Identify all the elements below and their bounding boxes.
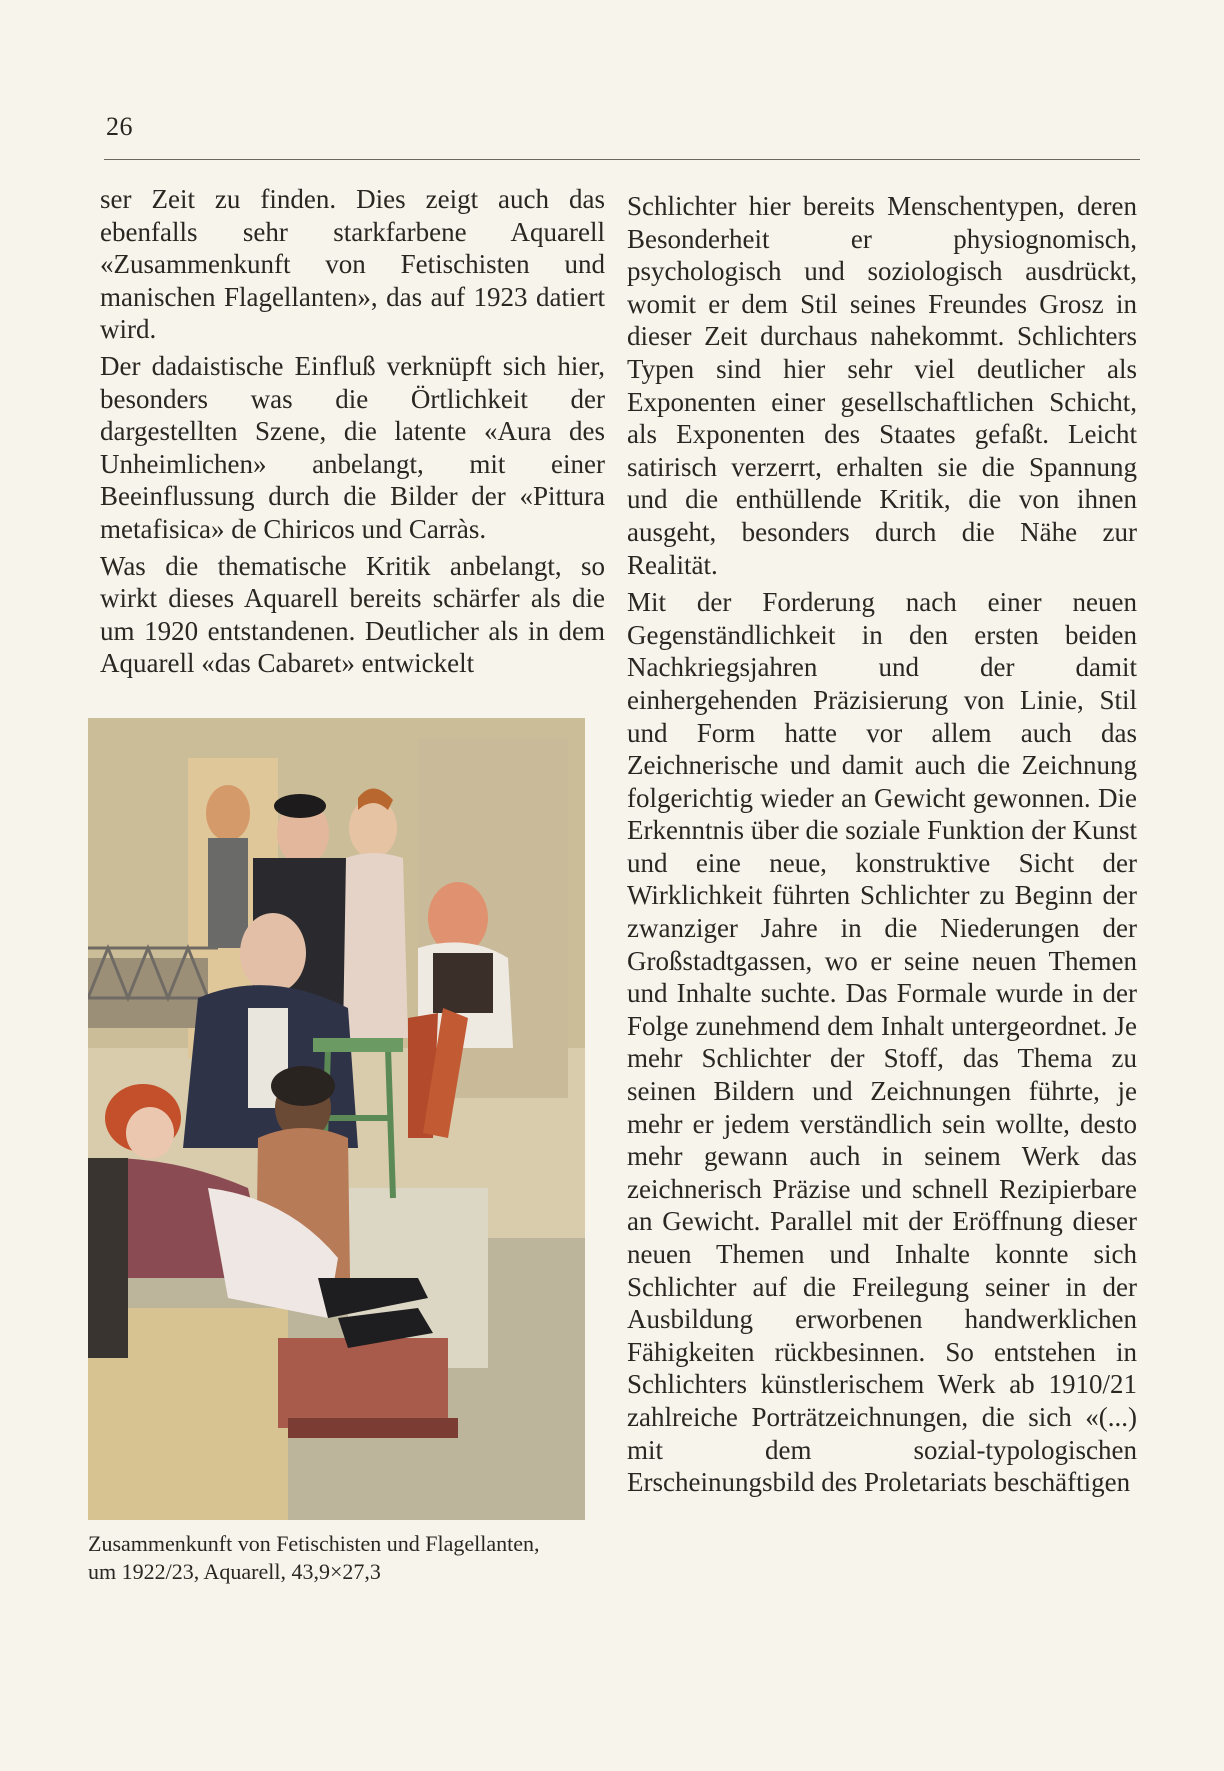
watercolor-painting-drawing [88,718,585,1520]
left-paragraph-3: Was die thematische Kritik anbelangt, so wirkt dieses Aquarell bereits schärfer als die um 1920 entstandenen. Deutlicher als in dem Aquarell «das Cabaret» entwickelt [100,550,605,679]
right-text-column [627,190,1137,1504]
left-paragraph-2: Der dadaistische Einfluß verknüpft sich hier, besonders was die Örtlichkeit der dargestellten Szene, die latente «Aura des Unheimlichen» anbelangt, mit einer Beeinflussung durch die Bilder der «Pittura metafisica» de Chiricos und Carràs. [100,350,605,544]
right-paragraph-2: Mit der Forderung nach einer neuen Gegenständlichkeit in den ersten beiden Nachkriegsjahren und der damit einhergehenden Präzisierung von Linie, Stil und Form hatte vor allem auch das Zeichnerische und damit auch die Zeichnung folgerichtig wieder an Gewicht gewonnen. Die Erkenntnis über die soziale Funktion der Kunst und eine neue, konstruktive Sicht der Wirklichkeit führten Schlichter zu Beginn der zwanziger Jahre in die Niederungen der Großstadtgassen, wo er seine neuen Themen und Inhalte suchte. Das Formale wurde in der Folge zunehmend dem Inhalt untergeordnet. Je mehr Schlichter der Stoff, das Thema zu seinen Bildern und Zeichnungen führte, je mehr er jedem verständlich sein wollte, desto mehr gewann auch in seinem Werk das zeichnerisch Präzise und schnell Rezipierbare an Gewicht. Parallel mit der Eröffnung dieser neuen Themen und Inhalte konnte sich Schlichter auf die Freilegung seiner in der Ausbildung erworbenen handwerklichen Fähigkeiten rückbesinnen. So entstehen in Schlichters künstlerischem Werk ab 1910/21 zahlreiche Porträtzeichnungen, die sich «(...) mit dem sozial-typologischen Erscheinungsbild des Proletariats beschäftigen [627,587,1137,1498]
right-paragraph-1: Schlichter hier bereits Menschentypen, deren Besonderheit er physiognomisch, psychologisch und soziologisch ausdrückt, womit er dem Stil seines Freundes Grosz in dieser Zeit durchaus nahekommt. Schlichters Typen sind hier sehr viel deutlicher als Exponenten einer gesellschaftlichen Schicht, als Exponenten des Staates gefaßt. Leicht satirisch verzerrt, erhalten sie die Spannung und die enthüllende Kritik, die von ihnen ausgeht, besonders durch die Nähe zur Realität. [627,191,1137,580]
left-paragraph-1: ser Zeit zu finden. Dies zeigt auch das ebenfalls sehr starkfarbene Aquarell «Zusammenkunft von Fetischisten und manischen Flagellanten», das auf 1923 datiert wird. [100,184,605,345]
left-text-column [100,183,605,684]
header-rule [104,159,1140,160]
caption-line-1: Zusammenkunft von Fetischisten und Flagellanten, [88,1531,540,1556]
figure-caption [88,1530,608,1586]
caption-line-2: um 1922/23, Aquarell, 43,9×27,3 [88,1559,381,1584]
watercolor-illustration [88,718,585,1520]
page-number: 26 [106,112,133,141]
